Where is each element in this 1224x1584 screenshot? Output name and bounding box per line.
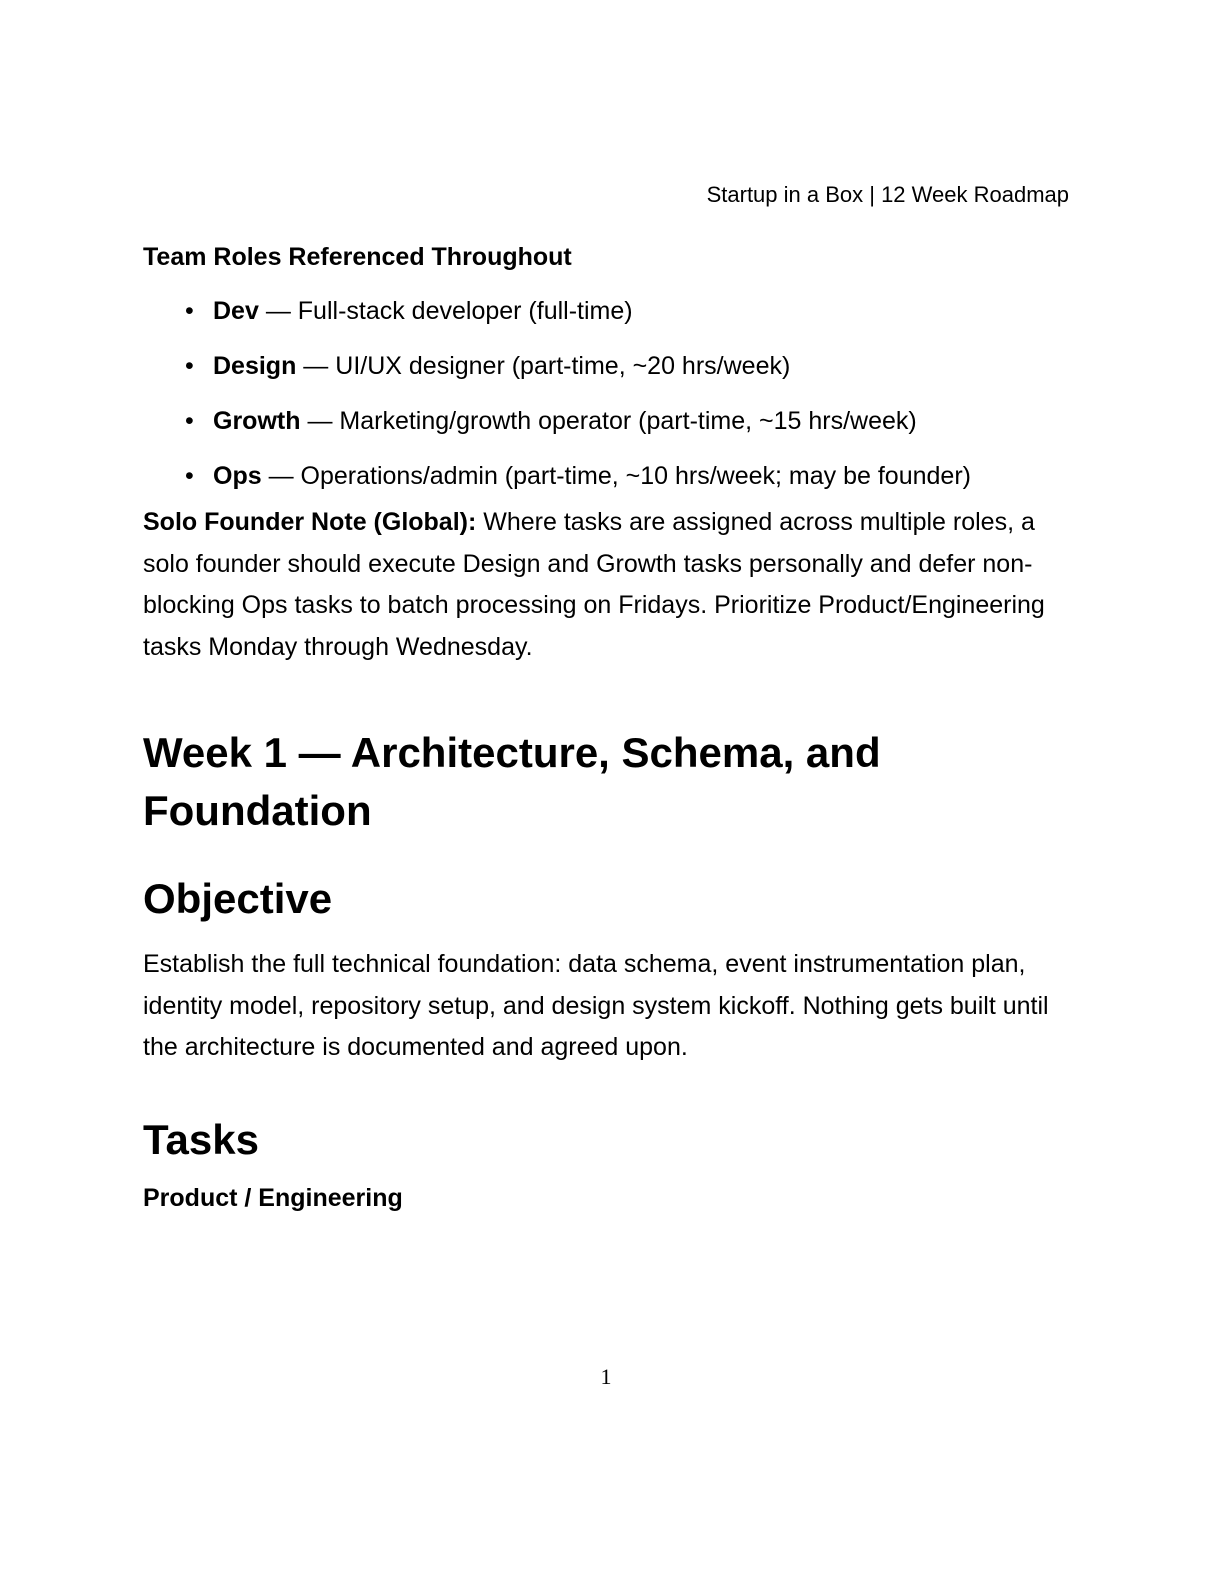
week-title: Week 1 — Architecture, Schema, and Foundation — [143, 729, 881, 834]
role-description: UI/UX designer (part-time, ~20 hrs/week) — [335, 352, 791, 380]
role-item-dev — [143, 294, 1073, 328]
tasks-heading: Tasks — [143, 1115, 259, 1163]
role-separator: — — [300, 407, 340, 435]
objective-text: Establish the full technical foundation: data schema, event instrumentation plan, identity model, repository setup, and design system kickoff. Nothing gets built until the architecture is documented and agreed upon. — [143, 950, 1049, 1061]
role-name: Design — [213, 352, 297, 380]
bullet-icon: • — [185, 297, 194, 325]
role-item-ops — [143, 459, 1073, 493]
roles-list — [143, 294, 1073, 493]
role-name: Ops — [213, 462, 262, 490]
role-item-design — [143, 349, 1073, 383]
bullet-icon: • — [185, 462, 194, 490]
role-description: Full-stack developer (full-time) — [297, 297, 633, 325]
tasks-subheading: Product / Engineering — [143, 1183, 403, 1212]
bullet-icon: • — [185, 407, 194, 435]
page-content — [143, 240, 1073, 1215]
role-separator: — — [258, 297, 298, 325]
bullet-icon: • — [185, 352, 194, 380]
solo-founder-note — [143, 502, 1073, 668]
role-separator: — — [296, 352, 336, 380]
objective-heading: Objective — [143, 875, 333, 922]
note-label: Solo Founder Note (Global): — [143, 508, 477, 536]
roles-section-title: Team Roles Referenced Throughout — [143, 243, 572, 271]
role-separator: — — [261, 462, 301, 490]
role-name: Growth — [213, 407, 301, 435]
running-header: Startup in a Box | 12 Week Roadmap — [706, 182, 1069, 207]
note-text: Where tasks are assigned across multiple roles, a solo founder should execute Design and Growth tasks personally and defer non-blocking Ops tasks to batch processing on Fridays. Prioritize Product/Engineering tasks Monday through Wednesday. — [143, 508, 1045, 661]
role-item-growth — [143, 404, 1073, 438]
role-description: Marketing/growth operator (part-time, ~15 hrs/week) — [339, 407, 917, 435]
page-number: 1 — [600, 1364, 612, 1389]
role-description: Operations/admin (part-time, ~10 hrs/week; may be founder) — [300, 462, 971, 490]
role-name: Dev — [213, 297, 259, 325]
